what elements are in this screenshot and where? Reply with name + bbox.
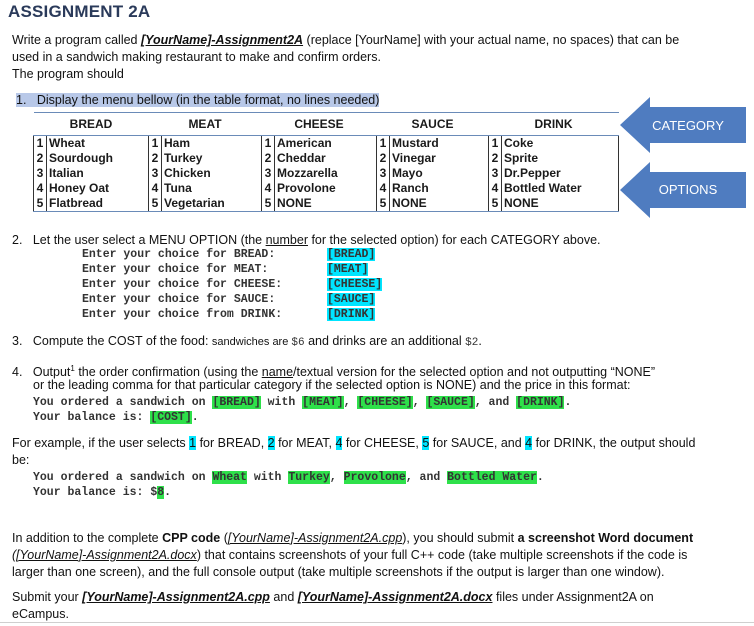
submission-line-2: ([YourName]-Assignment2A.docx) that contains screenshots of your full C++ code (take multiple screenshots if the code is <box>12 548 688 562</box>
submission-line-1: In addition to the complete CPP code ([YourName]-Assignment2A.cpp), you should submit a screenshot Word document <box>12 531 694 545</box>
menu-header-bread: BREAD <box>34 113 149 136</box>
step-4-output-format: You ordered a sandwich on [BREAD] with [MEAT], [CHEESE], [SAUCE], and [DRINK]. Your balance is: [COST]. <box>33 396 572 424</box>
step-4-line-1: 4. Output$^1$ the order confirmation (using the name/textual version for the selected option and not outputting “NONE” <box>12 364 656 380</box>
prompt-line: Enter your choice for CHEESE: [CHEESE] <box>82 278 383 291</box>
prompt-line: Enter your choice for BREAD: [BREAD] <box>82 248 376 261</box>
submission-line-3: larger than one screen), and the full console output (take multiple screenshots if the output is larger than one window). <box>12 565 665 579</box>
intro-line-3: The program should <box>12 67 124 81</box>
menu-header-cheese: CHEESE <box>262 113 377 136</box>
menu-header-sauce: SAUCE <box>377 113 489 136</box>
page-bottom-rule <box>0 622 754 623</box>
options-arrow-label: OPTIONS <box>658 182 718 197</box>
prompt-line: Enter your choice from DRINK: [DRINK] <box>82 308 376 321</box>
menu-row: 5 Flatbread 5 Vegetarian 5 NONE 5 NONE 5 NONE <box>34 196 619 212</box>
prompt-line: Enter your choice for MEAT: [MEAT] <box>82 263 369 276</box>
step-4-line-2: or the leading comma for that particular category if the selected option is NONE) and the price in this format: <box>33 378 631 392</box>
submission-line-5: eCampus. <box>12 607 69 621</box>
menu-header-drink: DRINK <box>489 113 619 136</box>
intro-line-2: used in a sandwich making restaurant to make and confirm orders. <box>12 50 381 64</box>
menu-row: 1 Wheat 1 Ham 1 American 1 Mustard 1 Coke <box>34 136 619 152</box>
menu-row: 3 Italian 3 Chicken 3 Mozzarella 3 Mayo 3 Dr.Pepper <box>34 166 619 181</box>
step-2: 2. Let the user select a MENU OPTION (the number for the selected option) for each CATEGORY above. <box>12 233 601 247</box>
step-2-prompts <box>82 247 382 322</box>
prompt-line: Enter your choice for SAUCE: [SAUCE] <box>82 293 376 306</box>
menu-row: 2 Sourdough 2 Turkey 2 Cheddar 2 Vinegar 2 Sprite <box>34 151 619 166</box>
example-output: You ordered a sandwich on Wheat with Turkey, Provolone, and Bottled Water. Your balance is: $8. <box>33 471 544 499</box>
category-arrow-label: CATEGORY <box>652 118 724 133</box>
step-1-text: Display the menu bellow (in the table format, no lines needed) <box>36 93 380 107</box>
menu-header-meat: MEAT <box>149 113 262 136</box>
page-title: ASSIGNMENT 2A <box>8 2 151 21</box>
submission-line-4: Submit your [YourName]-Assignment2A.cpp and [YourName]-Assignment2A.docx files under Assignment2A on <box>12 590 654 604</box>
step-1: 1. Display the menu bellow (in the table format, no lines needed) <box>16 93 380 107</box>
intro-line-1: Write a program called [YourName]-Assignment2A (replace [YourName] with your actual name, no spaces) that can be <box>12 33 680 47</box>
example-line-2: be: <box>12 453 30 467</box>
example-line-1: For example, if the user selects 1 for BREAD, 2 for MEAT, 4 for CHEESE, 5 for SAUCE, and 4 for DRINK, the output should <box>12 436 696 450</box>
intro-filename: [YourName]-Assignment2A <box>141 33 304 47</box>
menu-row: 4 Honey Oat 4 Tuna 4 Provolone 4 Ranch 4 Bottled Water <box>34 181 619 196</box>
menu-table <box>33 112 619 212</box>
step-3: 3. Compute the COST of the food: sandwiches are $6 and drinks are an additional $2. <box>12 334 482 349</box>
